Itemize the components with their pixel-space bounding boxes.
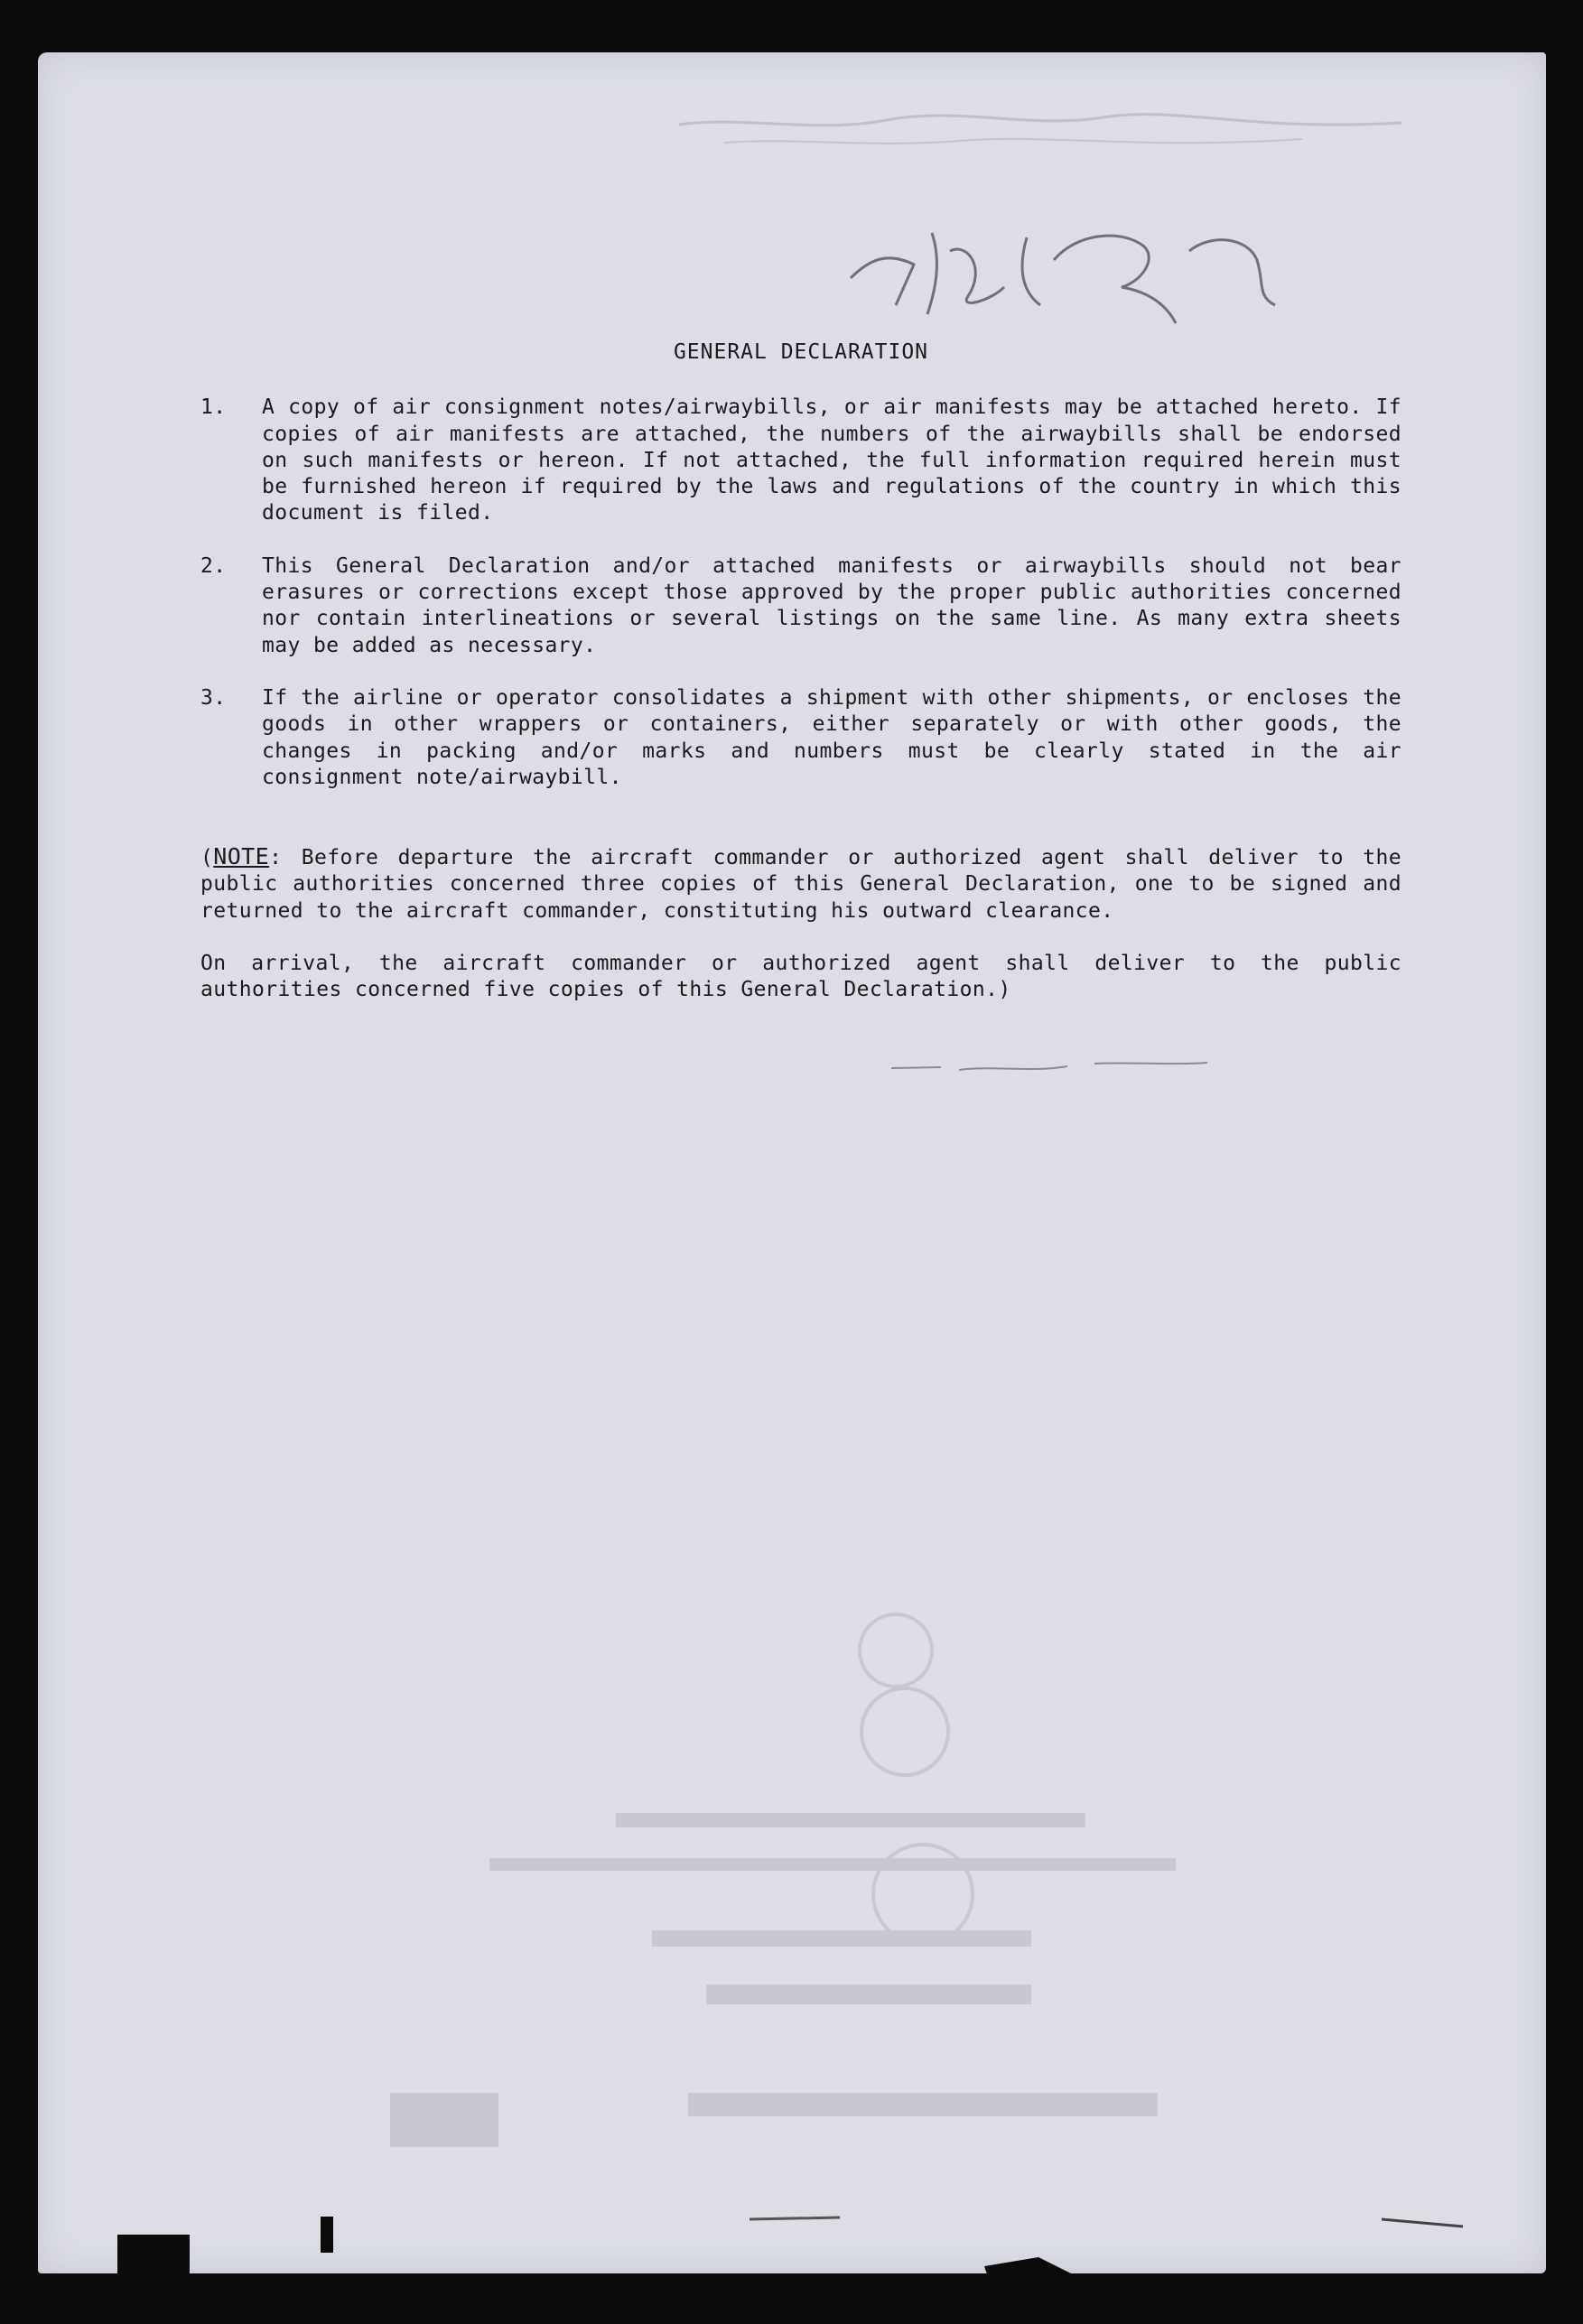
faded-header-smudge [670,98,1411,161]
page-title: GENERAL DECLARATION [673,340,929,364]
note-section [200,843,1401,1003]
note-departure-text: Before departure the aircraft commander or authorized agent shall deliver to the public authorities concerned three copies of this General Declaration, one to be signed and returned to the aircraft commander, constituting his outward clearance. [200,846,1401,923]
handwritten-signature [833,197,1320,332]
note-arrival-paragraph: On arrival, the aircraft commander or authorized agent shall deliver to the public authorities concerned five copies of this General Declaration.) [200,952,1401,1002]
item-text: A copy of air consignment notes/airwaybills, or air manifests may be attached hereto. If copies of air manifests are attached, the numbers of the airwaybills shall be endorsed on such manifests or hereon. If not attached, the full information required herein must be furnished hereon if required by the laws and regulations of the country in which this document is filed. [262,395,1401,525]
item-number: 3. [200,685,227,710]
stray-pen-mark [887,1055,1212,1082]
item-text: This General Declaration and/or attached manifests or airwaybills should not bear erasures or corrections except those approved by the proper public authorities concerned nor contain interlineations or several listings on the same line. As many extra sheets may be added as necessary. [262,553,1401,657]
faded-bleedthrough-stamp [381,1587,1374,2219]
scanned-page [38,52,1546,2273]
note-departure-paragraph [200,843,1401,925]
note-label: NOTE [213,843,270,870]
list-item [200,553,1401,659]
declaration-body [200,339,1401,1030]
list-item [200,395,1401,526]
note-open-paren: ( [200,846,214,870]
list-item [200,685,1401,791]
scan-bottom-edge-marks [0,2185,1583,2324]
note-colon: : [269,846,283,870]
item-number: 1. [200,395,227,420]
item-text: If the airline or operator consolidates a shipment with other shipments, or encloses the goods in other wrappers or containers, either separately or with other goods, the changes in packing and/or marks and numbers must be clearly stated in the air consignment note/airwaybill. [262,685,1401,789]
item-number: 2. [200,553,227,578]
